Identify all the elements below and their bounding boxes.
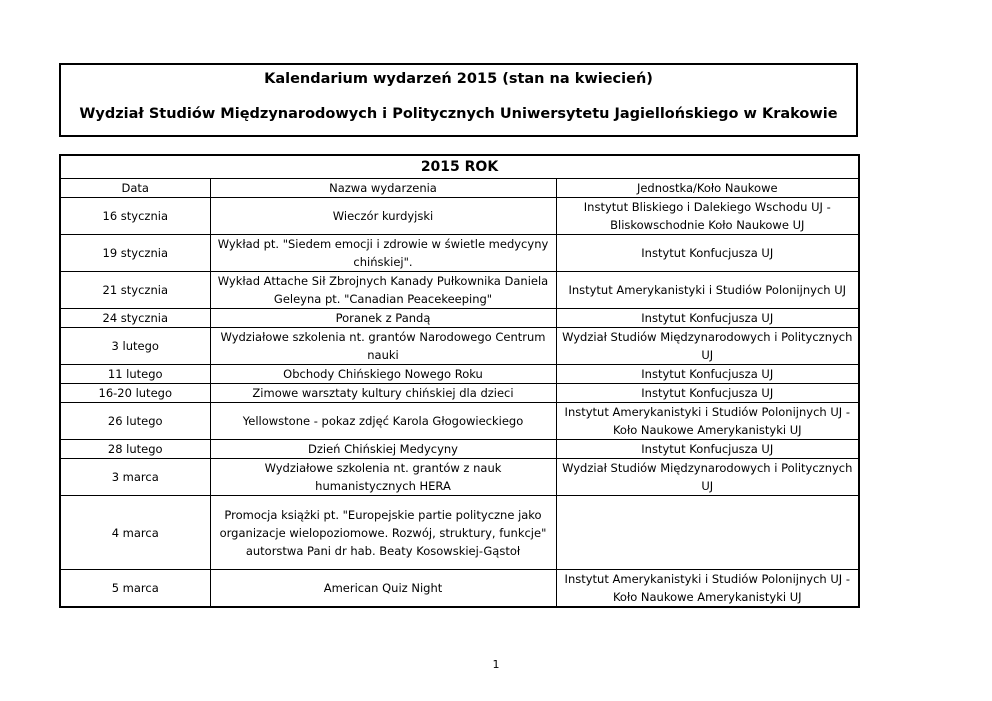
table-row [60,496,859,570]
cell-unit: Instytut Bliskiego i Dalekiego Wschodu UJ - Bliskowschodnie Koło Naukowe UJ [556,198,859,235]
table-row [60,235,859,272]
events-table [59,154,860,608]
cell-date: 24 stycznia [60,309,210,328]
table-row [60,459,859,496]
cell-unit: Instytut Amerykanistyki i Studiów Polonijnych UJ - Koło Naukowe Amerykanistyki UJ [556,570,859,608]
cell-event: American Quiz Night [210,570,556,608]
column-header-unit: Jednostka/Koło Naukowe [556,179,859,198]
table-row [60,365,859,384]
cell-unit: Instytut Konfucjusza UJ [556,365,859,384]
cell-date: 5 marca [60,570,210,608]
cell-date: 19 stycznia [60,235,210,272]
column-header-row [60,179,859,198]
table-row [60,403,859,440]
cell-unit: Instytut Konfucjusza UJ [556,235,859,272]
column-header-date: Data [60,179,210,198]
table-row [60,440,859,459]
cell-date: 21 stycznia [60,272,210,309]
document-title: Kalendarium wydarzeń 2015 (stan na kwiecień) [264,71,653,87]
cell-event: Wydziałowe szkolenia nt. grantów z nauk humanistycznych HERA [210,459,556,496]
year-header: 2015 ROK [60,155,859,179]
cell-date: 3 marca [60,459,210,496]
cell-unit [556,496,859,570]
cell-unit: Instytut Amerykanistyki i Studiów Polonijnych UJ - Koło Naukowe Amerykanistyki UJ [556,403,859,440]
table-row [60,570,859,608]
table-row [60,198,859,235]
cell-event: Promocja książki pt. "Europejskie partie polityczne jako organizacje wielopoziomowe. Rozwój, struktury, funkcje" autorstwa Pani dr hab. Beaty Kosowskiej-Gąstoł [210,496,556,570]
cell-unit: Wydział Studiów Międzynarodowych i Politycznych UJ [556,459,859,496]
cell-event: Wieczór kurdyjski [210,198,556,235]
page-number: 1 [492,658,500,671]
cell-event: Obchody Chińskiego Nowego Roku [210,365,556,384]
cell-event: Wykład pt. "Siedem emocji i zdrowie w świetle medycyny chińskiej". [210,235,556,272]
cell-event: Yellowstone - pokaz zdjęć Karola Głogowieckiego [210,403,556,440]
cell-unit: Instytut Konfucjusza UJ [556,309,859,328]
cell-date: 16 stycznia [60,198,210,235]
document-subtitle: Wydział Studiów Międzynarodowych i Politycznych Uniwersytetu Jagiellońskiego w Krakowie [79,106,838,122]
cell-event: Dzień Chińskiej Medycyny [210,440,556,459]
column-header-event: Nazwa wydarzenia [210,179,556,198]
cell-unit: Instytut Konfucjusza UJ [556,440,859,459]
document-header [59,63,858,137]
cell-event: Wydziałowe szkolenia nt. grantów Narodowego Centrum nauki [210,328,556,365]
cell-date: 4 marca [60,496,210,570]
table-row [60,328,859,365]
cell-date: 11 lutego [60,365,210,384]
cell-unit: Instytut Amerykanistyki i Studiów Polonijnych UJ [556,272,859,309]
cell-date: 26 lutego [60,403,210,440]
cell-event: Zimowe warsztaty kultury chińskiej dla dzieci [210,384,556,403]
cell-event: Poranek z Pandą [210,309,556,328]
cell-event: Wykład Attache Sił Zbrojnych Kanady Pułkownika Daniela Geleyna pt. "Canadian Peacekeeping" [210,272,556,309]
cell-date: 3 lutego [60,328,210,365]
cell-unit: Wydział Studiów Międzynarodowych i Politycznych UJ [556,328,859,365]
cell-date: 28 lutego [60,440,210,459]
cell-date: 16-20 lutego [60,384,210,403]
cell-unit: Instytut Konfucjusza UJ [556,384,859,403]
table-row [60,384,859,403]
table-row [60,272,859,309]
table-row [60,309,859,328]
